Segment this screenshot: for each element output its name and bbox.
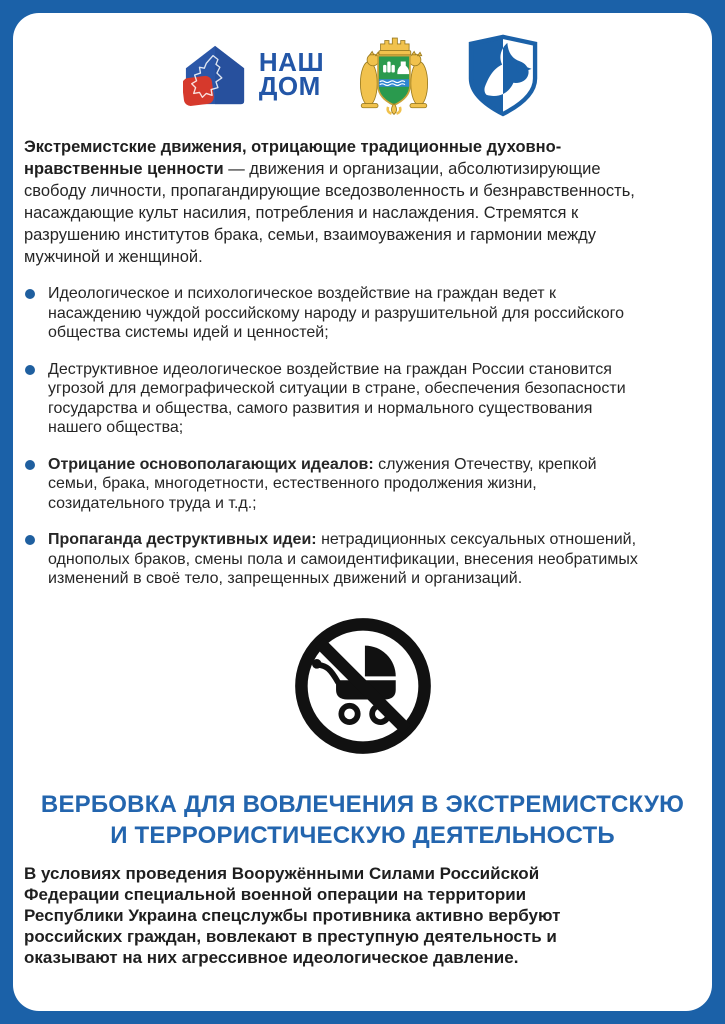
bullet-text: Идеологическое и психологическое воздействие на граждан ведет к насаждению чуждой российскому народу и разрушительной для российского общества системы идей и ценностей; (48, 285, 625, 341)
no-baby-stroller-icon (286, 609, 440, 763)
intro-bold-lead: Экстремистские движения, отрицающие традиционные духовно-нравственные ценности (24, 138, 562, 178)
nash-dom-text-line1: НАШ (258, 47, 325, 78)
bullet-dot-icon (25, 460, 35, 470)
nash-dom-logo (183, 43, 324, 107)
list-item (24, 455, 644, 514)
bullet-text: нетрадиционных сексуальных отношений, однополых браков, смены пола и самоидентификации, внесения необратимых изменений в своё тело, запрещенных движений и организаций. (48, 531, 638, 587)
leaflet-card (13, 13, 712, 1011)
bullet-text: Деструктивное идеологическое воздействие на граждан России становится угрозой для демографической ситуации в стране, обеспечения безопасности государства и общества, самого развития и нормального существования нашего общества; (48, 360, 626, 436)
nash-dom-logo-text (258, 47, 325, 101)
nash-dom-text-line2: ДОМ (258, 71, 321, 101)
section-heading (33, 789, 692, 851)
bullet-dot-icon (25, 289, 35, 299)
heading-line1: ВЕРБОВКА ДЛЯ ВОВЛЕЧЕНИЯ В ЭКСТРЕМИСТСКУЮ (40, 790, 685, 818)
list-item (24, 360, 644, 438)
intro-paragraph (24, 136, 664, 268)
bullet-text: служения Отечеству, крепкой семьи, брака, многодетности, естественного продолжения жизни, созидательного труда и т.д.; (48, 455, 597, 512)
logos-row (13, 13, 712, 120)
list-item (24, 284, 644, 343)
bullet-bold-lead: Отрицание основополагающих идеалов: (48, 455, 374, 473)
yekaterinburg-coat-of-arms-icon (354, 33, 434, 117)
bullet-dot-icon (25, 535, 35, 545)
prohibition-sign-container (13, 609, 712, 763)
bullet-dot-icon (25, 365, 35, 375)
nash-dom-house-icon (183, 43, 247, 107)
intro-body-text: — движения и организации, абсолютизирующие свободу личности, пропагандирующие вседозволенность и безнравственность, насаждающие культ насилия, потребления и наслаждения. Стремятся к разрушению институтов брака, семьи, взаимоуважения и гармонии между мужчиной и женщиной. (24, 160, 635, 266)
footer-paragraph: В условиях проведения Вооружёнными Силами Российской Федерации специальной военной операции на территории Республики Украина спецслужбы противника активно вербуют российских граждан, вовлекают в преступную деятельность и оказывают на них агрессивное идеологическое давление. (24, 863, 561, 967)
heading-line2: И ТЕРРОРИСТИЧЕСКУЮ ДЕЯТЕЛЬНОСТЬ (110, 821, 615, 849)
shield-with-dove-icon (464, 31, 542, 119)
bullet-list (24, 284, 644, 589)
list-item (24, 530, 644, 589)
bullet-bold-lead: Пропаганда деструктивных идеи: (48, 531, 317, 548)
